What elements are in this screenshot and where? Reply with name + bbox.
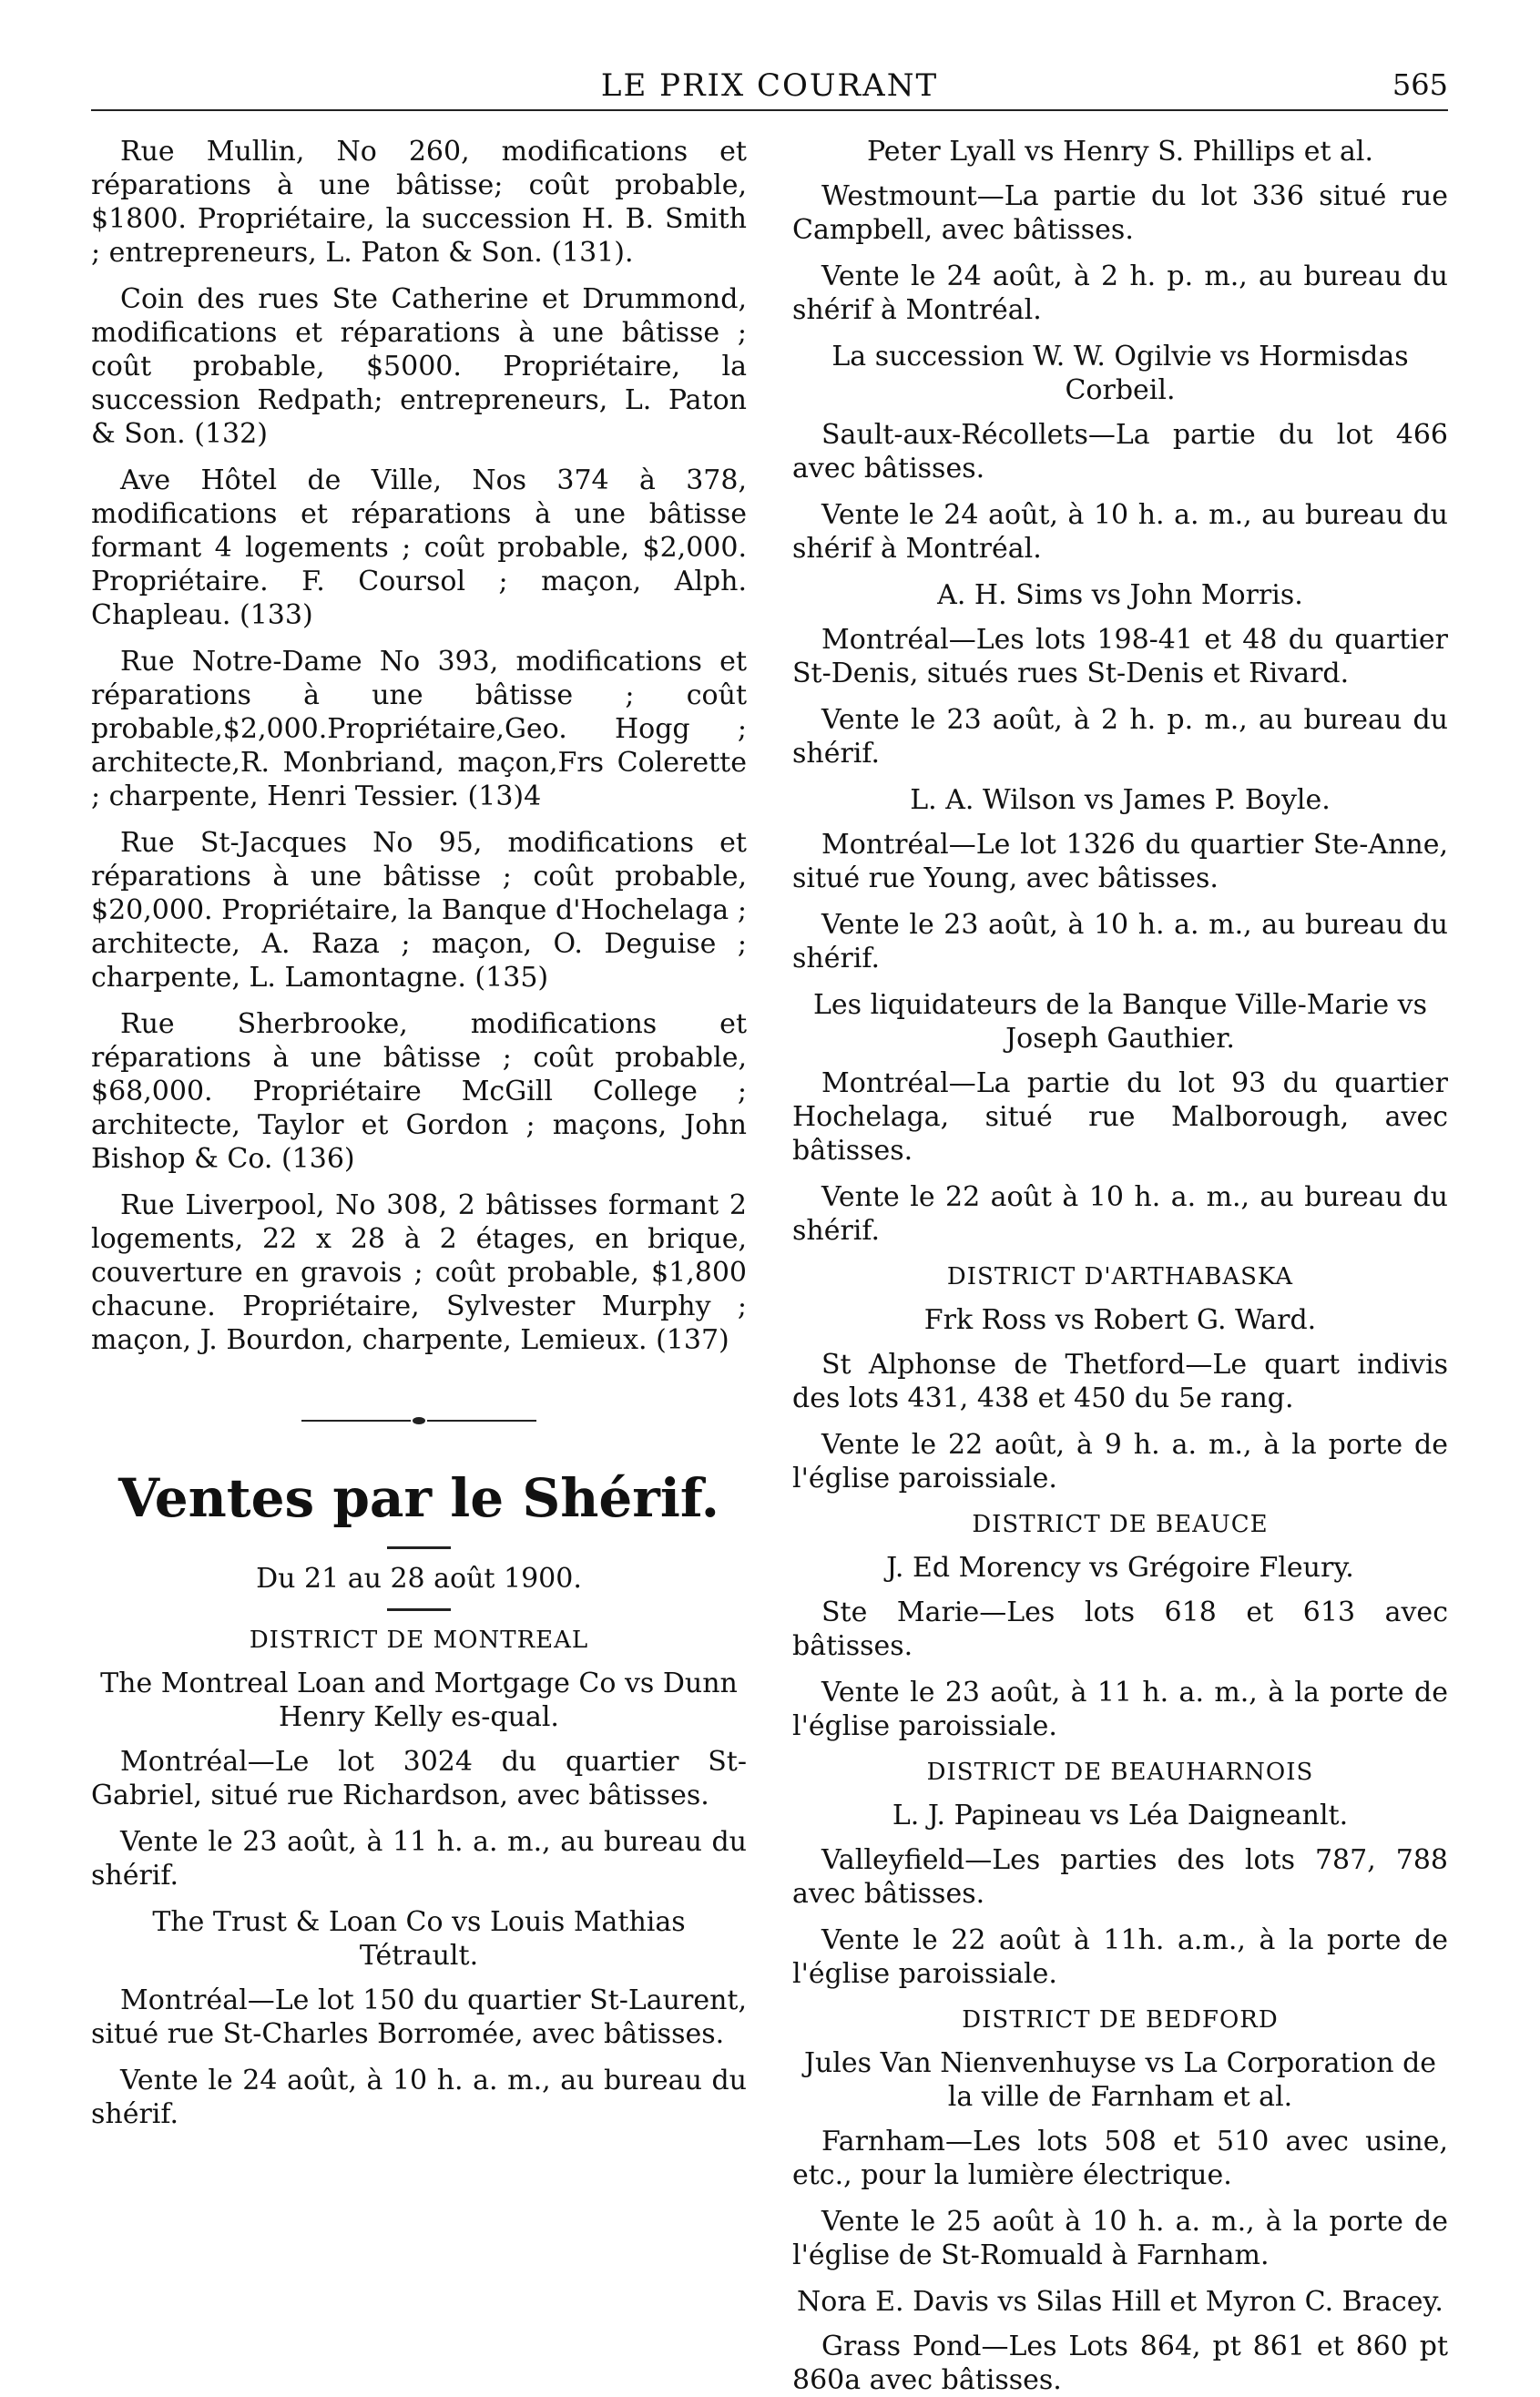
sale-date: Vente le 24 août, à 2 h. p. m., au bureau du shérif à Montréal. bbox=[792, 260, 1448, 326]
sale-description: St Alphonse de Thetford—Le quart indivis des lots 431, 438 et 450 du 5e rang. bbox=[792, 1349, 1448, 1414]
permit-entry: Rue Liverpool, No 308, 2 bâtisses formant 2 logements, 22 x 28 à 2 étages, en brique, couverture en gravois ; coût probable, $1,800 chacune. Propriétaire, Sylvester Murphy ; maçon, J. Bourdon, charpente, Lemieux. (137) bbox=[91, 1189, 747, 1356]
page-title: LE PRIX COURANT bbox=[600, 67, 939, 104]
district-heading: DISTRICT DE BEAUHARNOIS bbox=[926, 1759, 1314, 1786]
sale-description: Montréal—Le lot 3024 du quartier St-Gabriel, situé rue Richardson, avec bâtisses. bbox=[91, 1746, 747, 1811]
sale-description: Valleyfield—Les parties des lots 787, 788 avec bâtisses. bbox=[792, 1844, 1448, 1910]
sale-party: The Trust & Loan Co vs Louis Mathias Tétrault. bbox=[152, 1906, 686, 1972]
sale-date: Vente le 24 août, à 10 h. a. m., au bureau du shérif à Montréal. bbox=[792, 499, 1448, 565]
sale-party: L. A. Wilson vs James P. Boyle. bbox=[910, 784, 1331, 816]
section-ornament bbox=[91, 1412, 747, 1430]
sale-description: Farnham—Les lots 508 et 510 avec usine, etc., pour la lumière électrique. bbox=[792, 2126, 1448, 2191]
sale-party: The Montreal Loan and Mortgage Co vs Dunn Henry Kelly es-qual. bbox=[100, 1668, 738, 1733]
district-heading: DISTRICT DE BEAUCE bbox=[972, 1511, 1269, 1538]
sale-date: Vente le 23 août, à 2 h. p. m., au bureau du shérif. bbox=[792, 704, 1448, 770]
sale-description: Grass Pond—Les Lots 864, pt 861 et 860 pt 860a avec bâtisses. bbox=[792, 2331, 1448, 2396]
sale-description: Montréal—La partie du lot 93 du quartier Hochelaga, situé rue Malborough, avec bâtisses. bbox=[792, 1067, 1448, 1167]
date-range: Du 21 au 28 août 1900. bbox=[256, 1563, 582, 1595]
sale-description: Ste Marie—Les lots 618 et 613 avec bâtisses. bbox=[792, 1596, 1448, 1662]
sale-party: L. J. Papineau vs Léa Daigneanlt. bbox=[892, 1800, 1349, 1831]
permit-entry: Rue Notre-Dame No 393, modifications et réparations à une bâtisse ; coût probable,$2,000.Propriétaire,Geo. Hogg ; architecte,R. Monbriand, maçon,Frs Colerette ; charpente, Henri Tessier. (13)4 bbox=[91, 646, 747, 812]
sale-date: Vente le 25 août à 10 h. a. m., à la porte de l'église de St-Romuald à Farnham. bbox=[792, 2206, 1448, 2271]
sale-date: Vente le 23 août, à 11 h. a. m., au bureau du shérif. bbox=[91, 1826, 747, 1892]
permit-entry: Rue St-Jacques No 95, modifications et réparations à une bâtisse ; coût probable, $20,000. Propriétaire, la Banque d'Hochelaga ; architecte, A. Raza ; maçon, O. Deguise ; charpente, L. Lamontagne. (135) bbox=[91, 827, 747, 994]
permit-entry: Rue Mullin, No 260, modifications et réparations à une bâtisse; coût probable, $1800. Propriétaire, la succession H. B. Smith ; entrepreneurs, L. Paton & Son. (131). bbox=[91, 136, 747, 269]
permit-entry: Coin des rues Ste Catherine et Drummond, modifications et réparations à une bâtisse ; coût probable, $5000. Propriétaire, la succession Redpath; entrepreneurs, L. Paton & Son. (132) bbox=[91, 283, 747, 450]
sale-party: Nora E. Davis vs Silas Hill et Myron C. Bracey. bbox=[797, 2286, 1443, 2318]
sale-description: Sault-aux-Récollets—La partie du lot 466 avec bâtisses. bbox=[792, 419, 1448, 484]
sale-date: Vente le 22 août, à 9 h. a. m., à la porte de l'église paroissiale. bbox=[792, 1429, 1448, 1494]
district-heading: DISTRICT DE MONTREAL bbox=[249, 1627, 589, 1654]
sale-party: Peter Lyall vs Henry S. Phillips et al. bbox=[866, 136, 1374, 168]
sale-party: Frk Ross vs Robert G. Ward. bbox=[923, 1304, 1317, 1336]
district-heading: DISTRICT DE BEDFORD bbox=[962, 2006, 1279, 2034]
district-heading: DISTRICT D'ARTHABASKA bbox=[946, 1263, 1294, 1290]
page-header bbox=[91, 55, 1448, 111]
sale-description: Montréal—Le lot 150 du quartier St-Laurent, situé rue St-Charles Borromée, avec bâtisses. bbox=[91, 1984, 747, 2050]
sale-party: La succession W. W. Ogilvie vs Hormisdas Corbeil. bbox=[831, 341, 1409, 406]
sale-party: Jules Van Nienvenhuyse vs La Corporation de la ville de Farnham et al. bbox=[803, 2047, 1437, 2113]
sale-party: Les liquidateurs de la Banque Ville-Marie vs Joseph Gauthier. bbox=[813, 989, 1427, 1055]
date-rule bbox=[387, 1608, 451, 1611]
sale-date: Vente le 23 août, à 11 h. a. m., à la porte de l'église paroissiale. bbox=[792, 1677, 1448, 1742]
sale-description: Montréal—Le lot 1326 du quartier Ste-Anne, situé rue Young, avec bâtisses. bbox=[792, 829, 1448, 894]
sale-party: J. Ed Morency vs Grégoire Fleury. bbox=[886, 1552, 1354, 1584]
permit-entry: Rue Sherbrooke, modifications et réparations à une bâtisse ; coût probable, $68,000. Propriétaire McGill College ; architecte, Taylor et Gordon ; maçons, John Bishop & Co. (136) bbox=[91, 1008, 747, 1175]
permit-entry: Ave Hôtel de Ville, Nos 374 à 378, modifications et réparations à une bâtisse formant 4 logements ; coût probable, $2,000. Propriétaire. F. Coursol ; maçon, Alph. Chapleau. (133) bbox=[91, 464, 747, 631]
sale-party: A. H. Sims vs John Morris. bbox=[937, 579, 1303, 611]
sale-description: Montréal—Les lots 198-41 et 48 du quartier St-Denis, situés rues St-Denis et Rivard. bbox=[792, 624, 1448, 689]
left-column bbox=[91, 135, 747, 2320]
page-number: 565 bbox=[1392, 67, 1448, 102]
sale-date: Vente le 23 août, à 10 h. a. m., au bureau du shérif. bbox=[792, 909, 1448, 974]
sale-description: Westmount—La partie du lot 336 situé rue Campbell, avec bâtisses. bbox=[792, 180, 1448, 246]
title-rule bbox=[387, 1546, 451, 1549]
ornament-line bbox=[301, 1420, 411, 1422]
sale-date: Vente le 22 août à 11h. a.m., à la porte de l'église paroissiale. bbox=[792, 1924, 1448, 1990]
section-title: Ventes par le Shérif. bbox=[118, 1467, 719, 1529]
newspaper-page bbox=[91, 55, 1448, 2396]
sale-date: Vente le 22 août à 10 h. a. m., au bureau du shérif. bbox=[792, 1181, 1448, 1247]
ornament-dot bbox=[413, 1417, 425, 1424]
sale-date: Vente le 24 août, à 10 h. a. m., au bureau du shérif. bbox=[91, 2065, 747, 2130]
columns bbox=[91, 135, 1448, 2396]
right-column bbox=[792, 135, 1448, 2396]
ornament-line bbox=[427, 1420, 536, 1422]
